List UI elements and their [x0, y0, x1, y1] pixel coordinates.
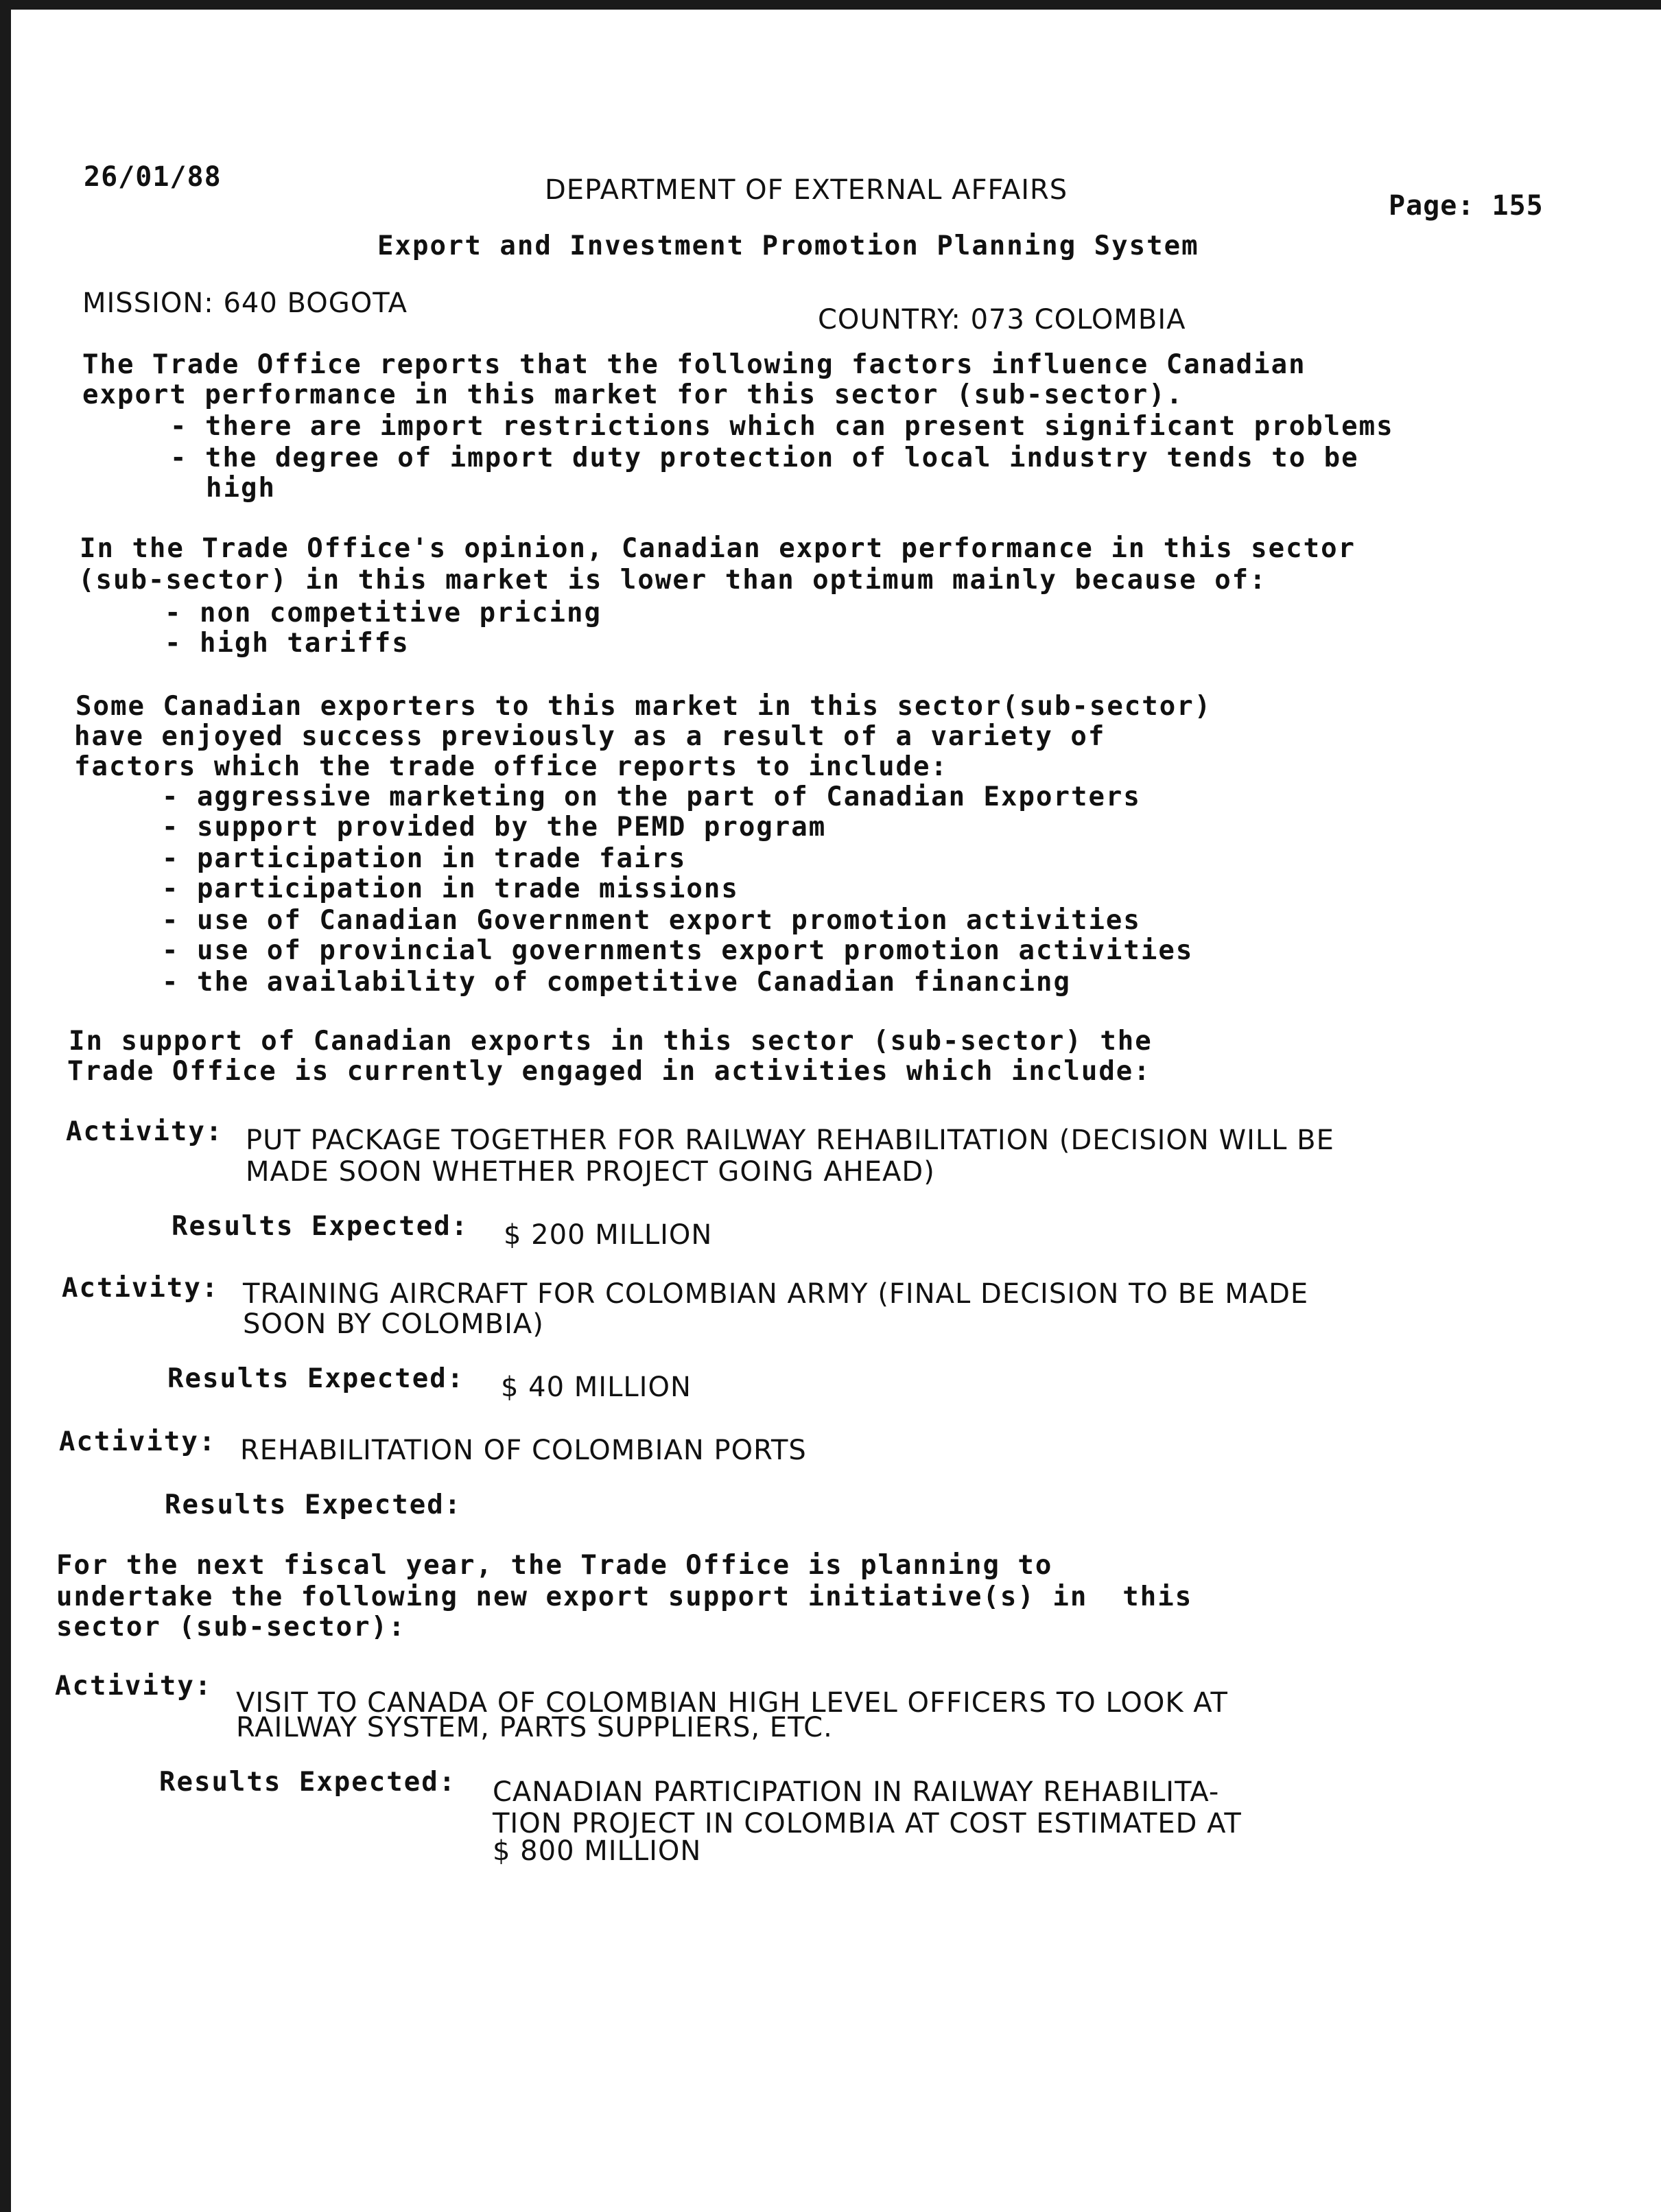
factors-item: - the degree of import duty protection of local industry tends to be	[170, 443, 1359, 473]
support-intro-line-1: In support of Canadian exports in this sector (sub-sector) the	[69, 1026, 1153, 1057]
system-title: Export and Investment Promotion Planning System	[377, 231, 1199, 261]
factors-item: high	[206, 473, 276, 504]
opinion-intro-line-2: (sub-sector) in this market is lower than optimum mainly because of:	[78, 565, 1267, 596]
report-date: 26/01/88	[84, 161, 222, 193]
results-value: $ 200 MILLION	[504, 1219, 713, 1251]
success-item: - use of provincial governments export promotion activities	[162, 935, 1194, 966]
next-year-intro-line-3: sector (sub-sector):	[56, 1612, 406, 1643]
activity-label: Activity:	[59, 1426, 217, 1457]
activity-text-line-2: RAILWAY SYSTEM, PARTS SUPPLIERS, ETC.	[236, 1712, 833, 1743]
results-text-line-1: CANADIAN PARTICIPATION IN RAILWAY REHABILITA-	[493, 1776, 1220, 1808]
factors-intro-line-1: The Trade Office reports that the following factors influence Canadian	[82, 349, 1306, 380]
success-intro-line-2: have enjoyed success previously as a result of a variety of	[74, 721, 1106, 752]
activity-text-line-1: TRAINING AIRCRAFT FOR COLOMBIAN ARMY (FINAL DECISION TO BE MADE	[243, 1278, 1309, 1310]
activity-text-line-2: MADE SOON WHETHER PROJECT GOING AHEAD)	[246, 1156, 935, 1188]
mission-label: MISSION: 640 BOGOTA	[82, 287, 408, 319]
factors-item: - there are import restrictions which can present significant problems	[170, 411, 1394, 442]
factors-intro-line-2: export performance in this market for this sector (sub-sector).	[82, 379, 1184, 410]
next-year-intro-line-1: For the next fiscal year, the Trade Office is planning to	[56, 1550, 1053, 1581]
department-title: DEPARTMENT OF EXTERNAL AFFAIRS	[545, 174, 1068, 206]
activity-label: Activity:	[62, 1273, 220, 1304]
page-number: Page: 155	[1389, 190, 1544, 222]
success-item: - aggressive marketing on the part of Canadian Exporters	[162, 781, 1141, 812]
opinion-item: - high tariffs	[165, 628, 410, 659]
country-label: COUNTRY: 073 COLOMBIA	[818, 304, 1186, 336]
success-item: - participation in trade missions	[162, 873, 739, 904]
activity-label: Activity:	[66, 1116, 224, 1147]
opinion-item: - non competitive pricing	[165, 598, 602, 628]
activity-label: Activity:	[55, 1671, 213, 1702]
next-year-intro-line-2: undertake the following new export support initiative(s) in this	[56, 1581, 1193, 1612]
success-item: - the availability of competitive Canadian financing	[162, 967, 1071, 998]
success-item: - support provided by the PEMD program	[162, 812, 827, 843]
results-label: Results Expected:	[167, 1363, 465, 1394]
activity-text-line-1: VISIT TO CANADA OF COLOMBIAN HIGH LEVEL OFFICERS TO LOOK AT	[236, 1687, 1228, 1719]
results-label: Results Expected:	[165, 1490, 462, 1520]
success-intro-line-1: Some Canadian exporters to this market in this sector(sub-sector)	[75, 691, 1212, 722]
results-label: Results Expected:	[172, 1211, 469, 1242]
results-label: Results Expected:	[159, 1767, 457, 1798]
success-item: - use of Canadian Government export promotion activities	[162, 905, 1141, 936]
success-intro-line-3: factors which the trade office reports to include:	[74, 751, 948, 782]
success-item: - participation in trade fairs	[162, 843, 687, 874]
results-text-line-2: TION PROJECT IN COLOMBIA AT COST ESTIMATED AT	[493, 1808, 1242, 1839]
opinion-intro-line-1: In the Trade Office's opinion, Canadian export performance in this sector	[80, 533, 1356, 564]
activity-text-line-2: SOON BY COLOMBIA)	[243, 1308, 544, 1340]
results-value: $ 40 MILLION	[501, 1372, 692, 1403]
scan-edge-left	[0, 0, 11, 2212]
activity-text-line-1: REHABILITATION OF COLOMBIAN PORTS	[240, 1435, 807, 1466]
support-intro-line-2: Trade Office is currently engaged in activities which include:	[67, 1056, 1151, 1087]
activity-text-line-1: PUT PACKAGE TOGETHER FOR RAILWAY REHABILITATION (DECISION WILL BE	[246, 1125, 1334, 1156]
results-text-line-3: $ 800 MILLION	[493, 1835, 702, 1867]
scan-edge-top	[0, 0, 1661, 10]
